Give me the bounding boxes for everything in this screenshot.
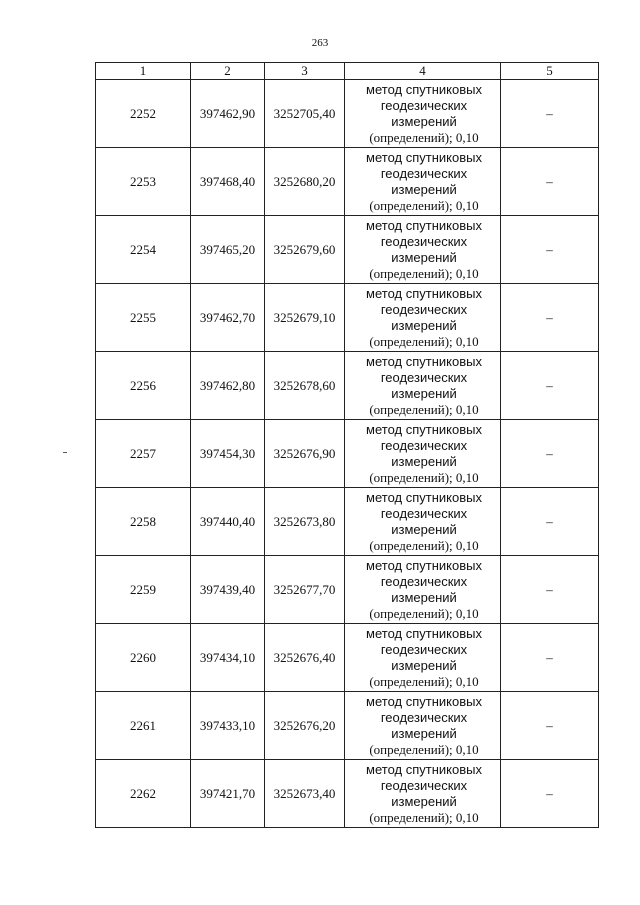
col5-cell: – xyxy=(501,148,599,216)
x-coordinate-cell: 397439,40 xyxy=(191,556,265,624)
table-row xyxy=(96,556,599,624)
method-text-line: (определений); 0,10 xyxy=(369,402,479,417)
method-cell xyxy=(345,624,501,692)
method-cell xyxy=(345,488,501,556)
method-text-line: метод спутниковых xyxy=(366,82,482,97)
point-number-cell: 2258 xyxy=(96,488,191,556)
col5-cell: – xyxy=(501,692,599,760)
method-cell xyxy=(345,352,501,420)
method-text-line: (определений); 0,10 xyxy=(369,606,479,621)
column-header-4: 4 xyxy=(345,63,501,80)
method-text-line: измерений xyxy=(391,454,457,469)
method-text-line: измерений xyxy=(391,318,457,333)
column-header-1: 1 xyxy=(96,63,191,80)
method-cell xyxy=(345,760,501,828)
method-cell xyxy=(345,420,501,488)
column-header-5: 5 xyxy=(501,63,599,80)
x-coordinate-cell: 397454,30 xyxy=(191,420,265,488)
method-text-line: (определений); 0,10 xyxy=(369,538,479,553)
table-row xyxy=(96,148,599,216)
method-text-line: (определений); 0,10 xyxy=(369,810,479,825)
x-coordinate-cell: 397462,70 xyxy=(191,284,265,352)
coordinates-table xyxy=(95,62,599,828)
method-cell xyxy=(345,556,501,624)
table-body xyxy=(96,80,599,828)
point-number-cell: 2257 xyxy=(96,420,191,488)
method-text-line: геодезических xyxy=(380,574,468,589)
page-number: 263 xyxy=(311,37,329,49)
point-number-cell: 2256 xyxy=(96,352,191,420)
y-coordinate-cell: 3252673,80 xyxy=(265,488,345,556)
table-row xyxy=(96,488,599,556)
method-text-line: измерений xyxy=(391,114,457,129)
col5-cell: – xyxy=(501,760,599,828)
x-coordinate-cell: 397433,10 xyxy=(191,692,265,760)
x-coordinate-cell: 397440,40 xyxy=(191,488,265,556)
method-text-line: метод спутниковых xyxy=(366,286,482,301)
method-text-line: (определений); 0,10 xyxy=(369,674,479,689)
method-text-line: измерений xyxy=(391,794,457,809)
table-row xyxy=(96,624,599,692)
method-text-line: измерений xyxy=(391,250,457,265)
y-coordinate-cell: 3252676,90 xyxy=(265,420,345,488)
point-number-cell: 2254 xyxy=(96,216,191,284)
method-text-line: (определений); 0,10 xyxy=(369,334,479,349)
y-coordinate-cell: 3252679,10 xyxy=(265,284,345,352)
x-coordinate-cell: 397421,70 xyxy=(191,760,265,828)
x-coordinate-cell: 397462,80 xyxy=(191,352,265,420)
table-header-row xyxy=(96,63,599,80)
method-cell xyxy=(345,284,501,352)
method-cell xyxy=(345,80,501,148)
table-row xyxy=(96,352,599,420)
point-number-cell: 2261 xyxy=(96,692,191,760)
col5-cell: – xyxy=(501,624,599,692)
method-text-line: геодезических xyxy=(380,506,468,521)
table-row xyxy=(96,216,599,284)
method-text-line: геодезических xyxy=(380,438,468,453)
method-text-line: измерений xyxy=(391,522,457,537)
method-text-line: метод спутниковых xyxy=(366,150,482,165)
point-number-cell: 2255 xyxy=(96,284,191,352)
table-row xyxy=(96,284,599,352)
table-row xyxy=(96,420,599,488)
method-text-line: измерений xyxy=(391,182,457,197)
method-text-line: геодезических xyxy=(380,370,468,385)
y-coordinate-cell: 3252676,20 xyxy=(265,692,345,760)
method-text-line: метод спутниковых xyxy=(366,218,482,233)
y-coordinate-cell: 3252679,60 xyxy=(265,216,345,284)
method-cell xyxy=(345,216,501,284)
point-number-cell: 2260 xyxy=(96,624,191,692)
y-coordinate-cell: 3252678,60 xyxy=(265,352,345,420)
col5-cell: – xyxy=(501,216,599,284)
method-text-line: метод спутниковых xyxy=(366,490,482,505)
y-coordinate-cell: 3252680,20 xyxy=(265,148,345,216)
method-text-line: метод спутниковых xyxy=(366,626,482,641)
table-row xyxy=(96,80,599,148)
method-text-line: метод спутниковых xyxy=(366,422,482,437)
method-text-line: (определений); 0,10 xyxy=(369,470,479,485)
method-text-line: геодезических xyxy=(380,642,468,657)
col5-cell: – xyxy=(501,352,599,420)
y-coordinate-cell: 3252676,40 xyxy=(265,624,345,692)
col5-cell: – xyxy=(501,284,599,352)
col5-cell: – xyxy=(501,80,599,148)
column-header-3: 3 xyxy=(265,63,345,80)
y-coordinate-cell: 3252705,40 xyxy=(265,80,345,148)
col5-cell: – xyxy=(501,488,599,556)
method-text-line: геодезических xyxy=(380,778,468,793)
method-text-line: метод спутниковых xyxy=(366,558,482,573)
method-text-line: геодезических xyxy=(380,166,468,181)
method-cell xyxy=(345,692,501,760)
method-cell xyxy=(345,148,501,216)
method-text-line: геодезических xyxy=(380,98,468,113)
method-text-line: (определений); 0,10 xyxy=(369,742,479,757)
method-text-line: (определений); 0,10 xyxy=(369,198,479,213)
column-header-2: 2 xyxy=(191,63,265,80)
method-text-line: геодезических xyxy=(380,710,468,725)
y-coordinate-cell: 3252673,40 xyxy=(265,760,345,828)
method-text-line: измерений xyxy=(391,726,457,741)
scan-artifact xyxy=(63,452,67,453)
col5-cell: – xyxy=(501,556,599,624)
col5-cell: – xyxy=(501,420,599,488)
point-number-cell: 2252 xyxy=(96,80,191,148)
x-coordinate-cell: 397465,20 xyxy=(191,216,265,284)
method-text-line: (определений); 0,10 xyxy=(369,130,479,145)
method-text-line: измерений xyxy=(391,658,457,673)
point-number-cell: 2262 xyxy=(96,760,191,828)
method-text-line: геодезических xyxy=(380,234,468,249)
x-coordinate-cell: 397434,10 xyxy=(191,624,265,692)
point-number-cell: 2253 xyxy=(96,148,191,216)
y-coordinate-cell: 3252677,70 xyxy=(265,556,345,624)
table-row xyxy=(96,692,599,760)
method-text-line: метод спутниковых xyxy=(366,694,482,709)
method-text-line: измерений xyxy=(391,590,457,605)
method-text-line: измерений xyxy=(391,386,457,401)
method-text-line: (определений); 0,10 xyxy=(369,266,479,281)
table-row xyxy=(96,760,599,828)
method-text-line: метод спутниковых xyxy=(366,762,482,777)
x-coordinate-cell: 397462,90 xyxy=(191,80,265,148)
method-text-line: геодезических xyxy=(380,302,468,317)
point-number-cell: 2259 xyxy=(96,556,191,624)
method-text-line: метод спутниковых xyxy=(366,354,482,369)
x-coordinate-cell: 397468,40 xyxy=(191,148,265,216)
